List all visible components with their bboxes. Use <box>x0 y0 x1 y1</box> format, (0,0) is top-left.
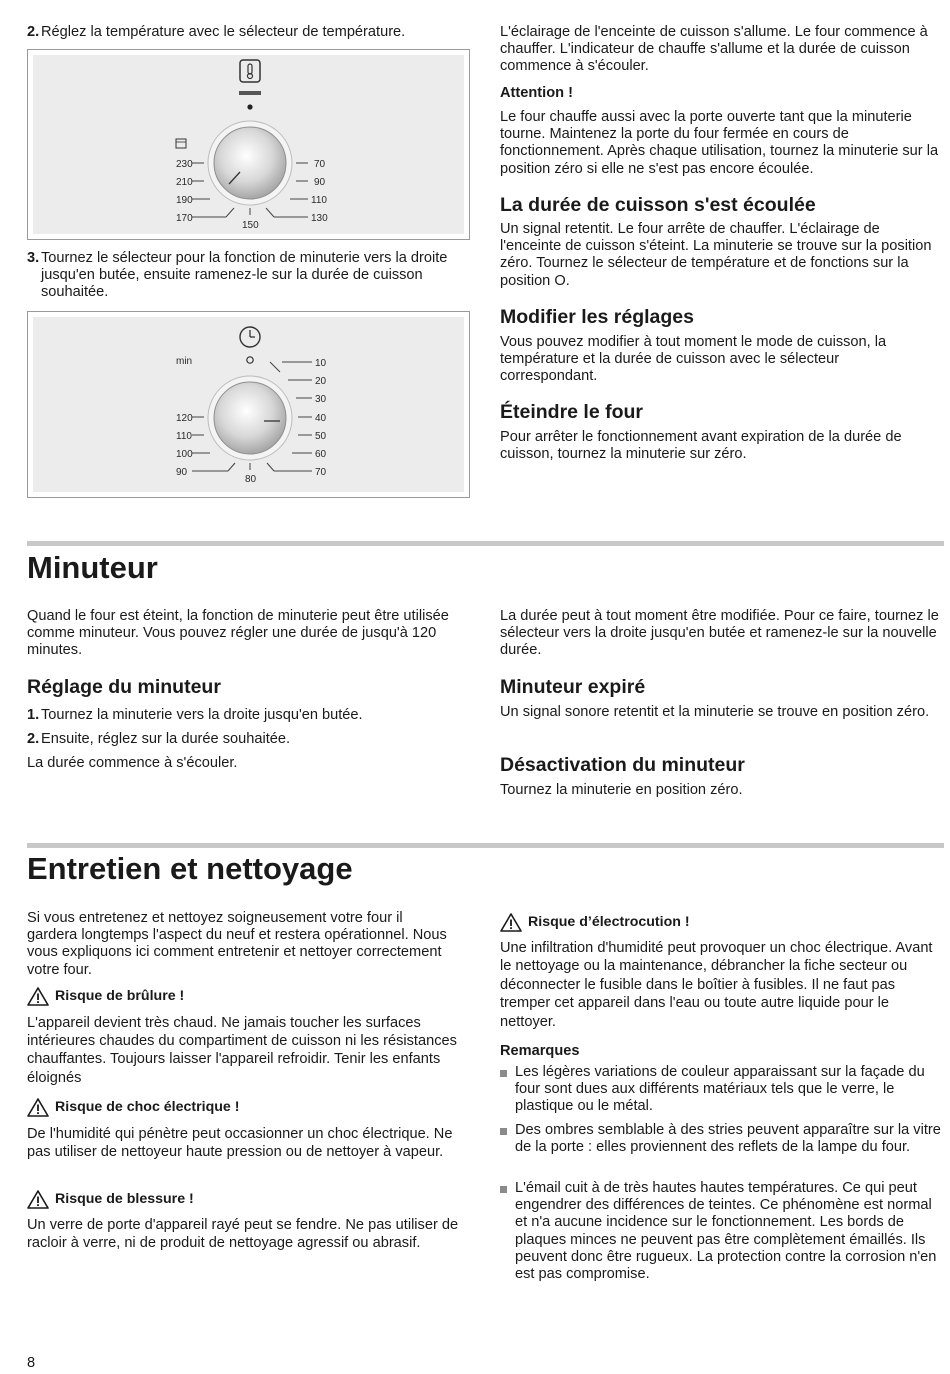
section-title-entretien: Entretien et nettoyage <box>27 851 353 886</box>
remarque-item <box>500 1180 942 1283</box>
minuteur-step-1 <box>27 707 457 724</box>
warning-triangle-icon <box>27 1098 49 1117</box>
modifier-text: Vous pouvez modifier à tout moment le mode de cuisson, la température et la durée de cuisson avec le sélecteur correspondant. <box>500 334 887 385</box>
remarque-text: Les légères variations de couleur apparaissant sur la façade du four sont dues aux différents matériaux tels que le verre, le plastique ou le métal. <box>515 1064 925 1115</box>
warning-label: Risque d’électrocution ! <box>528 913 690 930</box>
step-text: Tournez la minuterie vers la droite jusqu'en butée. <box>41 707 363 723</box>
warning-electrocution <box>500 913 690 932</box>
timer-dial-illustration <box>28 312 471 499</box>
warning-choc-electrique <box>27 1098 240 1117</box>
attention-text: Le four chauffe aussi avec la porte ouverte tant que la minuterie tourne. Maintenez la porte du four fermée en cours de fonctionnement. Après chaque utilisation, tournez la minuterie sur la position zéro si elle ne s'est pas encore écoulée. <box>500 109 939 177</box>
bullet-square-icon <box>500 1128 507 1135</box>
step-number: 2. <box>27 731 40 747</box>
remarque-item <box>500 1122 942 1156</box>
timer-label-80: 80 <box>245 474 257 485</box>
timer-unit-label: min <box>176 356 193 367</box>
thermometer-icon <box>240 60 260 82</box>
warning-label: Risque de blessure ! <box>55 1190 194 1207</box>
step-number: 2. <box>27 24 40 40</box>
section-title-minuteur: Minuteur <box>27 550 158 585</box>
heading-minuteur-expire: Minuteur expiré <box>500 676 646 698</box>
step-3 <box>27 250 452 302</box>
warning-triangle-icon <box>27 1190 49 1209</box>
minuteur-step-2 <box>27 731 457 748</box>
temp-label-130: 130 <box>311 213 328 224</box>
temp-label-110: 110 <box>311 195 327 206</box>
timer-dial-figure <box>27 311 470 498</box>
eteindre-text: Pour arrêter le fonctionnement avant expiration de la durée de cuisson, tournez la minuterie sur zéro. <box>500 429 902 463</box>
heating-intro: L'éclairage de l'enceinte de cuisson s'allume. Le four commence à chauffer. L'indicateur de chauffe s'allume et la durée de cuisson commence à s'écouler. <box>500 24 928 75</box>
remarque-text: Des ombres semblable à des stries peuvent apparaître sur la vitre de la porte : elles proviennent des reflets de la lampe du four. <box>515 1122 941 1156</box>
timer-label-110: 110 <box>176 431 192 442</box>
warning-brulure-text: L'appareil devient très chaud. Ne jamais toucher les surfaces intérieures chaudes du compartiment de cuisson ni les résistances chauffantes. Toujours laisser l'appareil refroidir. Tenir les enfants éloignés <box>27 1015 457 1086</box>
heading-reglage-minuteur: Réglage du minuteur <box>27 676 221 698</box>
timer-label-30: 30 <box>315 394 327 405</box>
entretien-intro: Si vous entretenez et nettoyez soigneusement votre four il gardera longtemps l'aspect du neuf et restera opérationnel. Nous vous expliquons ici comment entretenir et nettoyer correctement votre four. <box>27 910 447 978</box>
step-number: 3. <box>27 250 40 266</box>
bullet-square-icon <box>500 1186 507 1193</box>
remarque-item <box>500 1064 942 1116</box>
temp-label-150: 150 <box>242 220 259 231</box>
heading-eteindre: Éteindre le four <box>500 401 644 423</box>
heading-desactivation: Désactivation du minuteur <box>500 754 745 776</box>
bullet-square-icon <box>500 1070 507 1077</box>
warning-triangle-icon <box>27 987 49 1006</box>
zero-position-mark <box>247 357 253 363</box>
step-text: Ensuite, réglez sur la durée souhaitée. <box>41 731 291 747</box>
temp-label-230: 230 <box>176 159 193 170</box>
temp-label-90: 90 <box>314 177 326 188</box>
warning-triangle-icon <box>500 913 522 932</box>
duree-ecoulee-text: Un signal retentit. Le four arrête de chauffer. L'éclairage de l'enceinte de cuisson s'éteint. La minuterie se trouve sur la position zéro. Tournez le sélecteur de température et de fonctions sur la position O. <box>500 221 932 289</box>
warning-electrocution-text: Une infiltration d'humidité peut provoquer un choc électrique. Avant le nettoyage ou la maintenance, débrancher la fiche secteur ou déconnecter le fusible dans le boîtier à fusibles. Il ne faut pas tremper cet appareil dans l'eau ou toute autre liquide pour le nettoyer. <box>500 940 933 1030</box>
section-rule-minuteur <box>27 541 944 546</box>
warning-label: Risque de choc électrique ! <box>55 1098 240 1115</box>
step-number: 1. <box>27 707 40 723</box>
timer-label-100: 100 <box>176 449 193 460</box>
step-2 <box>27 24 467 41</box>
heading-modifier: Modifier les réglages <box>500 306 694 328</box>
timer-label-10: 10 <box>315 358 327 369</box>
temp-label-170: 170 <box>176 213 193 224</box>
warning-label: Risque de brûlure ! <box>55 987 185 1004</box>
attention-label: Attention ! <box>500 85 573 101</box>
section-rule-entretien <box>27 843 944 848</box>
position-dot <box>247 104 252 109</box>
temperature-dial-illustration <box>28 50 471 241</box>
step-text: Réglez la température avec le sélecteur de température. <box>41 24 406 40</box>
minuteur-right-intro: La durée peut à tout moment être modifiée. Pour ce faire, tournez le sélecteur vers la droite jusqu'en butée et ramenez-le sur la nouvelle durée. <box>500 608 939 659</box>
minuteur-intro: Quand le four est éteint, la fonction de minuterie peut être utilisée comme minuteur. Vous pouvez régler une durée de jusqu'à 120 minutes. <box>27 608 449 659</box>
temp-label-190: 190 <box>176 195 193 206</box>
temperature-dial-figure <box>27 49 470 240</box>
timer-label-50: 50 <box>315 431 327 442</box>
remarques-label: Remarques <box>500 1043 580 1059</box>
heading-duree-ecoulee: La durée de cuisson s'est écoulée <box>500 194 816 216</box>
warning-choc-text: De l'humidité qui pénètre peut occasionner un choc électrique. Ne pas utiliser de nettoyeur haute pression ou de nettoyer à vapeur. <box>27 1126 453 1161</box>
timer-label-60: 60 <box>315 449 327 460</box>
warning-blessure-text: Un verre de porte d'appareil rayé peut se fendre. Ne pas utiliser de racloir à verre, ni de produit de nettoyage agressif ou abrasif. <box>27 1217 459 1252</box>
timer-label-70: 70 <box>315 467 327 478</box>
timer-label-40: 40 <box>315 413 327 424</box>
minuteur-after-text: La durée commence à s'écouler. <box>27 755 238 771</box>
temp-label-210: 210 <box>176 177 193 188</box>
page-number: 8 <box>27 1355 36 1371</box>
timer-label-90: 90 <box>176 467 188 478</box>
clock-icon <box>240 327 260 347</box>
heating-indicator <box>239 91 261 95</box>
step-text: Tournez le sélecteur pour la fonction de minuterie vers la droite jusqu'en butée, ensuite ramenez-le sur la durée de cuisson souhaitée. <box>41 250 448 301</box>
timer-label-120: 120 <box>176 413 193 424</box>
warning-blessure <box>27 1190 194 1209</box>
desactivation-text: Tournez la minuterie en position zéro. <box>500 782 743 798</box>
minuteur-expire-text: Un signal sonore retentit et la minuterie se trouve en position zéro. <box>500 704 930 720</box>
temp-label-70: 70 <box>314 159 326 170</box>
timer-label-20: 20 <box>315 376 327 387</box>
remarque-text: L'émail cuit à de très hautes hautes températures. Ce qui peut engendrer des différences de teintes. Ce phénomène est normal et n'a aucune incidence sur le fonctionnement. Les bords de plaques minces ne peuvent pas être complètement émaillés. Ils peuvent donc être rugueux. La protection contre la corrosion n'en est pas compromise. <box>515 1180 937 1283</box>
warning-brulure <box>27 987 184 1006</box>
